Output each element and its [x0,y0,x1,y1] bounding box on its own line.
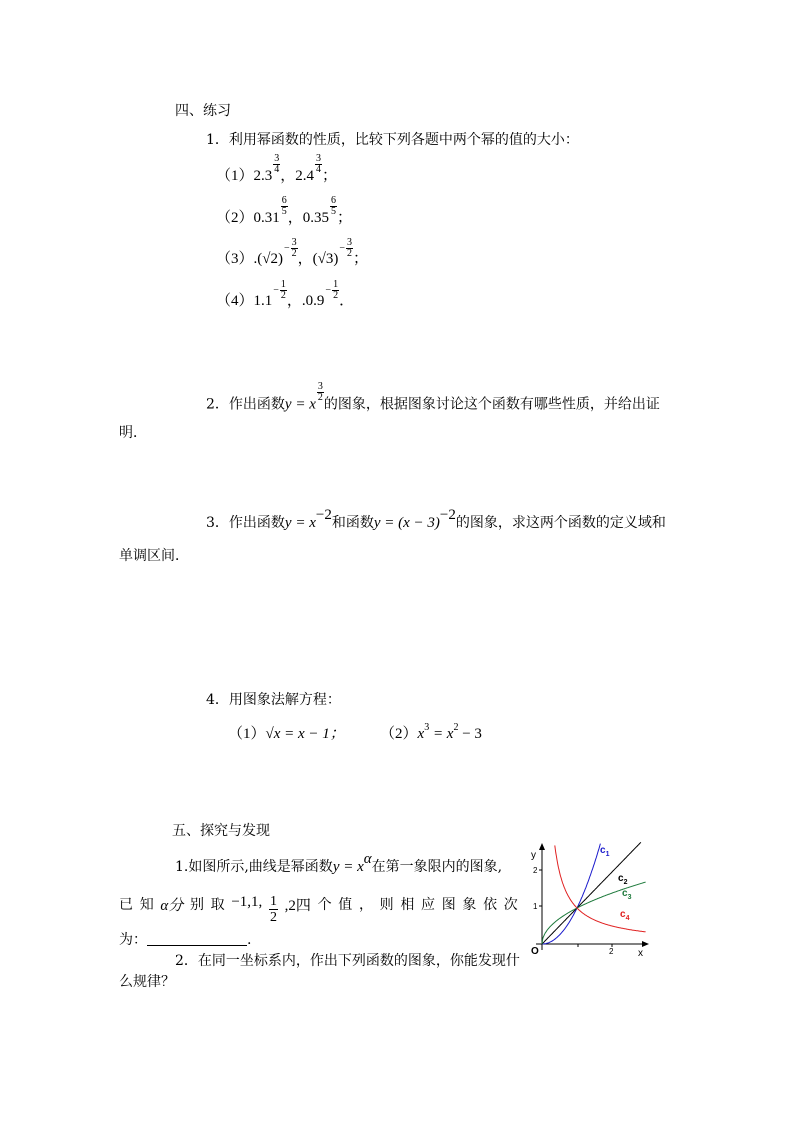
line2-char: 别 [189,897,204,913]
y-tick-label-1: 1 [533,902,538,911]
exponent-fraction: − $\frac{1}{2}$ [325,279,339,302]
curve-label-c4: $c_4$ [620,909,630,922]
line2-char: 图 [441,897,456,913]
question-3-text: 3．作出函数$y = x^{-2}$和函数$y = (x - 3)^{-2}$的图象，求这两个函数的定义域和 [206,507,666,531]
power-base: .0.9 [301,293,325,309]
section-title-explore: 五、探究与发现 [172,823,270,839]
power-base: .(√2) [253,251,283,267]
curve-label-c1: $c_1$ [600,845,610,858]
q1-item-3: （3）.(√2)− $\frac{3}{2}$ ，(√3)− $\frac{3}{2}$ ； [216,237,369,267]
line2-char: 已 [119,897,133,913]
line2-char: 应 [421,897,436,913]
fraction-one-half: 1 2 [269,894,277,925]
explore-q1-line3: 为： . [119,932,252,948]
explore-q1-line1: 1.如图所示,曲线是幂函数$y = x^\alpha$在第一象限内的图象, [175,851,503,875]
q1-item-4: （4）1.1− $\frac{1}{2}$ ，.0.9− $\frac{1}{2}$ ． [216,279,355,309]
exponent-fraction: − $\frac{1}{2}$ [273,279,286,302]
question-2-text: 2．作出函数y = x $\frac{3}{2}$ 的图象，根据图象讨论这个函数有哪些性质，并给出证 [206,381,660,413]
function-expression: y = x [332,859,364,875]
x-axis-arrow-icon [642,941,649,947]
q1-item-2: （2）0.31 $\frac{6}{5}$ ，0.35 $\frac{6}{5}$ ； [216,195,353,226]
item-label: （3） [216,251,254,267]
exponent-fraction: $\frac{3}{4}$ [274,153,280,176]
function-expression: y = (x − 3) [373,515,440,531]
line2-char: ， [358,897,373,913]
line2-char: 象 [462,897,477,913]
y-axis-arrow-icon [539,843,545,850]
exponent-fraction: − $\frac{3}{2}$ [284,237,297,260]
exponent-fraction: $\frac{3}{4}$ [316,153,322,176]
power-base: 0.31 [253,210,280,226]
power-base: 2.4 [295,168,315,184]
x-tick-label-2: 2 [609,947,614,956]
line2-char: 知 [139,897,154,913]
item-label: （2） [216,210,254,226]
line2-char: 相 [400,897,415,913]
question-4-text: 4．用图象法解方程： [206,692,341,708]
line2-char: 则 [379,897,394,913]
power-base: 1.1 [253,293,273,309]
origin-label: O [531,946,539,957]
question-3-continuation: 单调区间． [119,548,189,564]
y-tick-label-2: 2 [533,866,538,875]
curve-label-c2: $c_2$ [618,873,628,886]
explore-q2-line1: 2．在同一坐标系内，作出下列函数的图象，你能发现什 [175,953,520,969]
line2-char: 依 [483,897,498,913]
power-base: (√3) [312,251,339,267]
power-base: 0.35 [302,210,330,226]
explore-q2-line2: 么规律？ [119,974,175,990]
line2-char: 次 [503,897,518,913]
item-label: （4） [216,293,254,309]
x-axis-label: x [638,948,643,958]
question-1-text: 1．利用幂函数的性质，比较下列各题中两个幂的值的大小： [206,132,579,148]
answer-blank[interactable] [147,931,247,946]
line2-char: 值 [338,897,353,913]
line2-char: 个 [317,897,332,913]
item-label: （1） [216,168,254,184]
power-base: 2.3 [253,168,273,184]
exponent-fraction: $\frac{6}{5}$ [281,195,287,218]
y-axis-label: y [531,850,536,861]
question-2-continuation: 明． [119,425,147,441]
q4-equation-2: $(2)x^3 = x^2 - 3$ [380,722,482,742]
line2-char: −1,1, [231,894,263,910]
exponent-fraction: $\frac{3}{2}$ [317,381,323,403]
function-expression: y = x [284,396,316,413]
line2-char: ,2四 [284,898,311,914]
section-title-practice: 四、练习 [175,103,231,119]
curve-c1 [542,844,600,944]
exponent-fraction: $\frac{6}{5}$ [331,195,337,218]
line2-char: α分 [160,898,184,914]
q4-equation-1: （1）√x = x − 1； [228,726,345,742]
explore-q1-line2 [119,894,518,925]
line2-char: 取 [210,897,225,913]
function-expression: y = x [284,515,316,531]
q1-item-1: （1）2.3 $\frac{3}{4}$ ，2.4 $\frac{3}{4}$ ； [216,153,338,184]
curve-label-c3: $c_3$ [622,888,632,901]
power-function-figure [528,840,650,958]
curve-c4 [555,845,646,931]
exponent-fraction: − $\frac{3}{2}$ [339,237,353,260]
